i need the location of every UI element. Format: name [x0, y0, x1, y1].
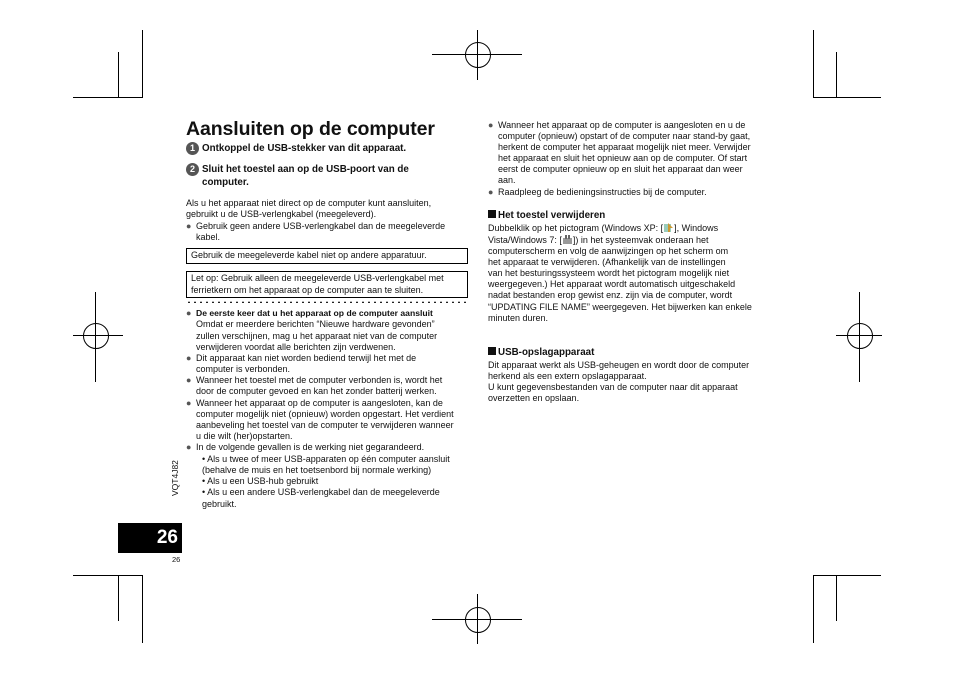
registration-line: [95, 292, 96, 382]
note-text: Omdat er meerdere berichten “Nieuwe hardware gevonden”: [196, 319, 435, 329]
step-number: 2: [186, 163, 199, 176]
note-text: verwijderen voordat alle berichten zijn verdwenen.: [196, 342, 396, 352]
sub-bullet: • Als u twee of meer USB-apparaten op één computer aansluit: [202, 454, 450, 464]
page-number-small: 26: [172, 555, 181, 564]
note-text: computer mogelijk niet (opnieuw) worden opgestart. Het verdient: [196, 409, 454, 419]
registration-circle: [847, 323, 873, 349]
crop-mark: [836, 575, 837, 621]
intro-bullet: ● Gebruik geen andere USB-verlengkabel dan de meegeleverde: [196, 221, 445, 233]
note-text: computer is verbonden.: [196, 364, 291, 374]
square-bullet-icon: [488, 210, 496, 218]
body-text: nadat bestanden erop gewist enz. zijn via de computer, wordt: [488, 290, 733, 300]
note-heading: ● De eerste keer dat u het apparaat op de computer aansluit: [196, 308, 433, 320]
sub-bullet: • Als u een andere USB-verlengkabel dan de meegeleverde: [202, 487, 440, 497]
note-text: ● Wanneer het apparaat op de computer is aangesloten en u de: [498, 120, 745, 132]
sub-bullet-cont: gebruikt.: [202, 499, 237, 509]
caution-box: [186, 271, 468, 298]
crop-mark: [118, 52, 119, 98]
registration-line: [477, 594, 478, 644]
note-text: zullen verschijnen, mag u het apparaat niet van de computer: [196, 331, 438, 341]
crop-mark: [813, 575, 881, 576]
registration-circle: [465, 42, 491, 68]
crop-mark: [142, 575, 143, 643]
crop-mark: [836, 52, 837, 98]
step-text: computer.: [202, 177, 249, 188]
step-number: 1: [186, 142, 199, 155]
note-text: eerst de computer opnieuw op en sluit het apparaat dan weer: [498, 164, 743, 174]
page-number: 26: [156, 527, 178, 548]
note-text: door de computer gevoed en kan het zonder batterij werken.: [196, 386, 437, 396]
sub-bullet: • Als u een USB-hub gebruikt: [202, 476, 319, 486]
body-text: minuten duren.: [488, 313, 549, 323]
body-text: Dit apparaat werkt als USB-geheugen en wordt door de computer: [488, 360, 750, 370]
notice-box: [186, 248, 468, 264]
note-text: ● Raadpleeg de bedieningsinstructies bij de computer.: [498, 187, 707, 199]
section-heading: [488, 347, 594, 358]
note-text: ● Dit apparaat kan niet worden bediend terwijl het met de: [196, 353, 416, 365]
step-text: Ontkoppel de USB-stekker van dit apparaat.: [202, 143, 407, 154]
crop-mark: [73, 97, 142, 98]
note-text: computer (opnieuw) opstart of de computer naar stand-by gaat,: [498, 131, 751, 141]
section-heading: [488, 210, 605, 221]
section-heading-text: Het toestel verwijderen: [498, 210, 606, 221]
caution-text: Let op: Gebruik alleen de meegeleverde USB-verlengkabel met: [191, 273, 444, 283]
registration-circle: [83, 323, 109, 349]
page-title: Aansluiten op de computer: [186, 118, 435, 140]
square-bullet-icon: [488, 347, 496, 355]
dotted-divider: [186, 301, 470, 303]
crop-mark: [118, 575, 119, 621]
body-text: [488, 234, 708, 247]
note-text: het apparaat en sluit het opnieuw aan op de computer. Of start: [498, 153, 748, 163]
body-text: het apparaat te verwijderen. (Afhankelijk van de instellingen: [488, 257, 726, 267]
note-text: ● In de volgende gevallen is de werking niet gegarandeerd.: [196, 442, 424, 454]
body-text: U kunt gegevensbestanden van de computer naar dit apparaat: [488, 382, 738, 392]
note-text: aanbeveling het toestel van de computer te verwijderen wanneer: [196, 420, 454, 430]
body-fragment: ], Windows: [674, 223, 719, 233]
crop-mark: [813, 30, 814, 98]
body-text: “UPDATING FILE NAME” weergegeven. Het bijwerken kan enkele: [488, 302, 752, 312]
body-fragment: Dubbelklik op het pictogram (Windows XP: [: [488, 223, 664, 233]
body-text: weergegeven.) Het apparaat wordt automatisch uitgeschakeld: [488, 279, 736, 289]
crop-mark: [813, 97, 881, 98]
page-number-tab: [118, 523, 182, 553]
section-heading-text: USB-opslagapparaat: [498, 347, 595, 358]
intro-text: Als u het apparaat niet direct op de computer kunt aansluiten,: [186, 198, 432, 208]
body-fragment: Vista/Windows 7: [: [488, 235, 562, 245]
body-text: overzetten en opslaan.: [488, 393, 580, 403]
note-text: herkent de computer het apparaat mogelijk niet meer. Verwijder: [498, 142, 751, 152]
note-text: u die wilt (her)opstarten.: [196, 431, 293, 441]
note-text: ● Wanneer het toestel met de computer verbonden is, wordt het: [196, 375, 442, 387]
registration-line: [477, 30, 478, 80]
note-text: ● Wanneer het apparaat op de computer is aangesloten, kan de: [196, 398, 443, 410]
crop-mark: [73, 575, 142, 576]
registration-circle: [465, 607, 491, 633]
crop-mark: [813, 575, 814, 643]
intro-bullet-cont: kabel.: [196, 232, 221, 242]
body-text: van het besturingssysteem wordt het pictogram mogelijk niet: [488, 268, 730, 278]
note-text: aan.: [498, 175, 516, 185]
notice-text: Gebruik de meegeleverde kabel niet op andere apparatuur.: [191, 250, 427, 260]
body-text: herkend als een extern opslagapparaat.: [488, 371, 647, 381]
document-code: VQT4J82: [170, 460, 180, 496]
intro-text: gebruikt u de USB-verlengkabel (meegeleverd).: [186, 209, 377, 219]
step-text: Sluit het toestel aan op de USB-poort van de: [202, 164, 409, 175]
registration-line: [859, 292, 860, 382]
registration-line: [73, 335, 123, 336]
crop-mark: [142, 30, 143, 98]
caution-text: ferrietkern om het apparaat op de computer aan te sluiten.: [191, 284, 424, 295]
sub-bullet-cont: (behalve de muis en het toetsenbord bij normale werking): [202, 465, 432, 475]
body-text: [488, 222, 718, 235]
safely-remove-win7-icon: [562, 234, 573, 245]
body-fragment: ]) in het systeemvak onderaan het: [572, 235, 709, 245]
body-text: computerscherm en volg de aanwijzingen op het scherm om: [488, 246, 729, 256]
safely-remove-xp-icon: [663, 222, 674, 233]
